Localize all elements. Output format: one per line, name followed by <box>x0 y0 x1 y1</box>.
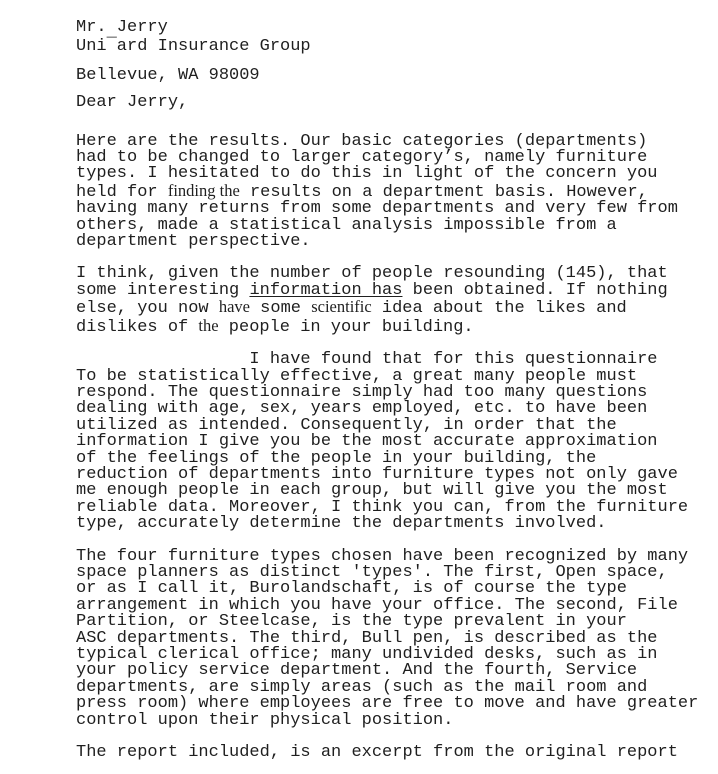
paragraph <box>76 352 716 532</box>
text-segment: To be statistically effective, a great many people must <box>76 366 638 386</box>
text-segment: typical clerical office; many undivided desks, such as in <box>76 645 658 664</box>
recipient-company: Uni¯ard Insurance Group <box>76 37 311 57</box>
text-segment: Partition, or Steelcase, is the type prevalent in your <box>76 612 627 632</box>
paragraph <box>76 546 716 730</box>
text-segment: some interesting <box>76 280 250 300</box>
paragraph <box>76 745 716 761</box>
text-segment: information I give you be the most accurate approximation <box>76 432 658 452</box>
text-segment: me enough people in each group, but will give you the most <box>76 481 668 501</box>
text-segment: utilized as intended. Consequently, in order that the <box>76 415 617 435</box>
text-segment: been obtained. If nothing <box>402 280 668 300</box>
text-segment: press room) where employees are free to move and have greater <box>76 694 699 714</box>
text-segment: results on a department basis. However, <box>239 182 648 202</box>
text-segment: had to be changed to larger category’s, namely furniture <box>76 148 648 168</box>
text-segment: dislikes of <box>76 317 199 337</box>
text-segment: people in your building. <box>218 317 474 337</box>
text-line <box>76 745 716 761</box>
text-segment: finding the <box>167 180 240 200</box>
recipient-block <box>76 20 716 84</box>
text-segment: reliable data. Moreover, I think you can, from the furniture <box>76 497 689 517</box>
text-segment: some <box>249 299 312 319</box>
text-segment: reduction of departments into furniture types not only gave <box>76 464 678 484</box>
text-segment: or as I call it, Burolandschaft, is of course the type <box>76 579 627 599</box>
letter-document <box>76 20 716 761</box>
text-line <box>76 315 716 337</box>
recipient-name: Mr. Jerry <box>76 18 168 37</box>
text-segment: The report included, is an excerpt from the original report <box>76 743 678 763</box>
paragraph <box>76 131 716 252</box>
text-line <box>76 710 716 730</box>
text-segment: The four furniture types chosen have been recognized by many <box>76 546 689 566</box>
recipient-city-line: Bellevue, WA 98009 <box>76 65 260 85</box>
text-line <box>76 299 716 317</box>
text-segment: scientific <box>311 297 372 317</box>
text-line <box>76 280 716 300</box>
text-segment: idea about the likes and <box>371 299 627 319</box>
text-segment: the <box>198 315 219 335</box>
text-segment: department perspective. <box>76 232 311 252</box>
text-segment: have <box>218 297 250 317</box>
text-segment: held for <box>76 182 168 202</box>
text-segment: types. I hesitated to do this in light of the concern you <box>76 164 658 184</box>
text-segment: your policy service department. And the fourth, Service <box>76 661 638 681</box>
text-segment: ASC departments. The third, Bull pen, is described as the <box>76 628 658 648</box>
text-segment: else, you now <box>76 299 219 319</box>
text-segment: dealing with age, sex, years employed, etc. to have been <box>76 399 648 419</box>
letter-body <box>76 131 716 763</box>
text-segment: I have found that for this questionnaire <box>76 350 658 370</box>
paragraph <box>76 266 716 336</box>
text-segment: others, made a statistical analysis impossible from a <box>76 215 617 235</box>
text-segment: information has <box>249 280 403 300</box>
text-segment: arrangement in which you have your office. The second, File <box>76 595 678 615</box>
text-segment: having many returns from some departments and very few from <box>76 199 678 219</box>
text-segment: type, accurately determine the departments involved. <box>76 514 607 534</box>
text-segment: I think, given the number of people resounding (145), that <box>76 264 668 284</box>
text-segment: respond. The questionnaire simply had too many questions <box>76 382 648 402</box>
salutation: Dear Jerry, <box>76 93 189 113</box>
text-segment: control upon their physical position. <box>76 710 454 730</box>
text-line <box>76 516 716 532</box>
text-segment: space planners as distinct 'types'. The first, Open space, <box>76 562 668 582</box>
text-segment: Here are the results. Our basic categories (departments) <box>76 131 648 151</box>
text-segment: of the feelings of the people in your building, the <box>76 448 597 468</box>
text-segment: departments, are simply areas (such as the mail room and <box>76 677 648 697</box>
text-line <box>76 234 716 250</box>
